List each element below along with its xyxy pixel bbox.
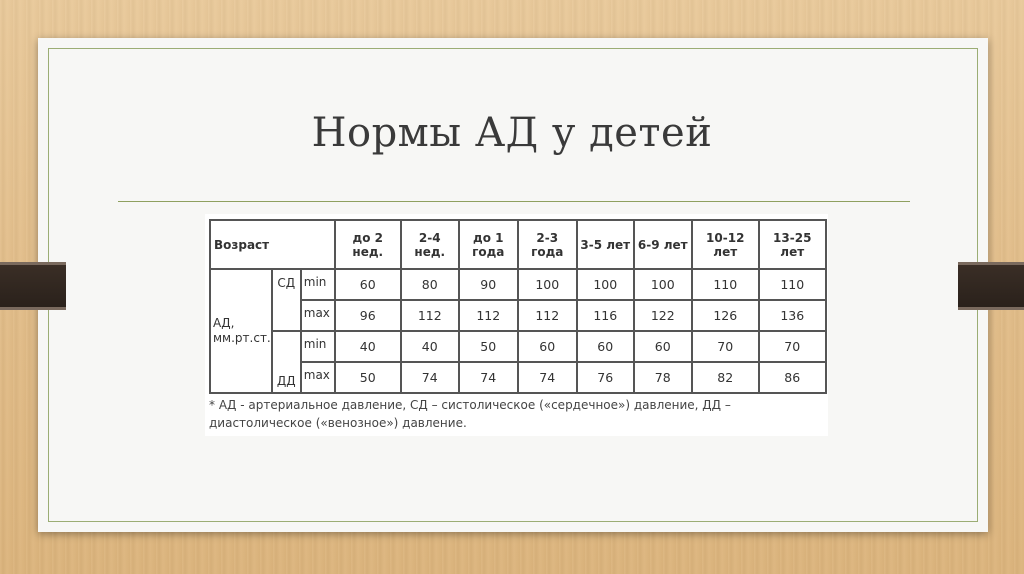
table-header-row xyxy=(210,220,826,269)
table-row xyxy=(210,269,826,300)
table-cell: 70 xyxy=(759,331,826,362)
table-cell: 60 xyxy=(577,331,634,362)
measure-label: max xyxy=(301,362,335,393)
table-cell: 90 xyxy=(459,269,518,300)
table-cell: 100 xyxy=(634,269,692,300)
table-cell: 76 xyxy=(577,362,634,393)
table-cell: 74 xyxy=(401,362,459,393)
measure-label: max xyxy=(301,300,335,331)
subgroup-label: ДД xyxy=(272,331,301,393)
left-strap xyxy=(0,262,66,310)
measure-label: min xyxy=(301,269,335,300)
table-row xyxy=(210,331,826,362)
table-cell: 96 xyxy=(335,300,401,331)
table-cell: 40 xyxy=(335,331,401,362)
table-cell: 80 xyxy=(401,269,459,300)
table-cell: 112 xyxy=(459,300,518,331)
table-cell: 60 xyxy=(518,331,577,362)
column-header: 13-25 лет xyxy=(759,220,826,269)
table-cell: 78 xyxy=(634,362,692,393)
table-cell: 110 xyxy=(692,269,759,300)
title-divider xyxy=(118,201,910,202)
table-cell: 112 xyxy=(401,300,459,331)
table-cell: 122 xyxy=(634,300,692,331)
table-row xyxy=(210,362,826,393)
table-row xyxy=(210,300,826,331)
measure-label: min xyxy=(301,331,335,362)
table-cell: 40 xyxy=(401,331,459,362)
table-cell: 82 xyxy=(692,362,759,393)
table-cell: 74 xyxy=(518,362,577,393)
table-cell: 74 xyxy=(459,362,518,393)
table-cell: 50 xyxy=(459,331,518,362)
subgroup-label: СД xyxy=(272,269,301,331)
table-footnote: * АД - артериальное давление, СД – систолическое («сердечное») давление, ДД – диастолическое («венозное») давление. xyxy=(209,398,731,430)
group-label: АД, мм.рт.ст. xyxy=(210,269,272,393)
column-header: 2-4 нед. xyxy=(401,220,459,269)
table-cell: 70 xyxy=(692,331,759,362)
table-cell: 50 xyxy=(335,362,401,393)
table-cell: 100 xyxy=(518,269,577,300)
table-cell: 86 xyxy=(759,362,826,393)
column-header: 3-5 лет xyxy=(577,220,634,269)
bp-table-image xyxy=(205,214,828,436)
right-strap xyxy=(958,262,1024,310)
column-header: 6-9 лет xyxy=(634,220,692,269)
slide-title: Нормы АД у детей xyxy=(311,110,713,156)
table-cell: 60 xyxy=(634,331,692,362)
age-header: Возраст xyxy=(210,220,335,269)
column-header: до 1 года xyxy=(459,220,518,269)
column-header: до 2 нед. xyxy=(335,220,401,269)
column-header: 10-12 лет xyxy=(692,220,759,269)
table-cell: 100 xyxy=(577,269,634,300)
table-cell: 110 xyxy=(759,269,826,300)
column-header: 2-3 года xyxy=(518,220,577,269)
table-cell: 126 xyxy=(692,300,759,331)
table-cell: 112 xyxy=(518,300,577,331)
table-cell: 60 xyxy=(335,269,401,300)
table-cell: 136 xyxy=(759,300,826,331)
bp-norms-table xyxy=(209,219,827,394)
table-cell: 116 xyxy=(577,300,634,331)
